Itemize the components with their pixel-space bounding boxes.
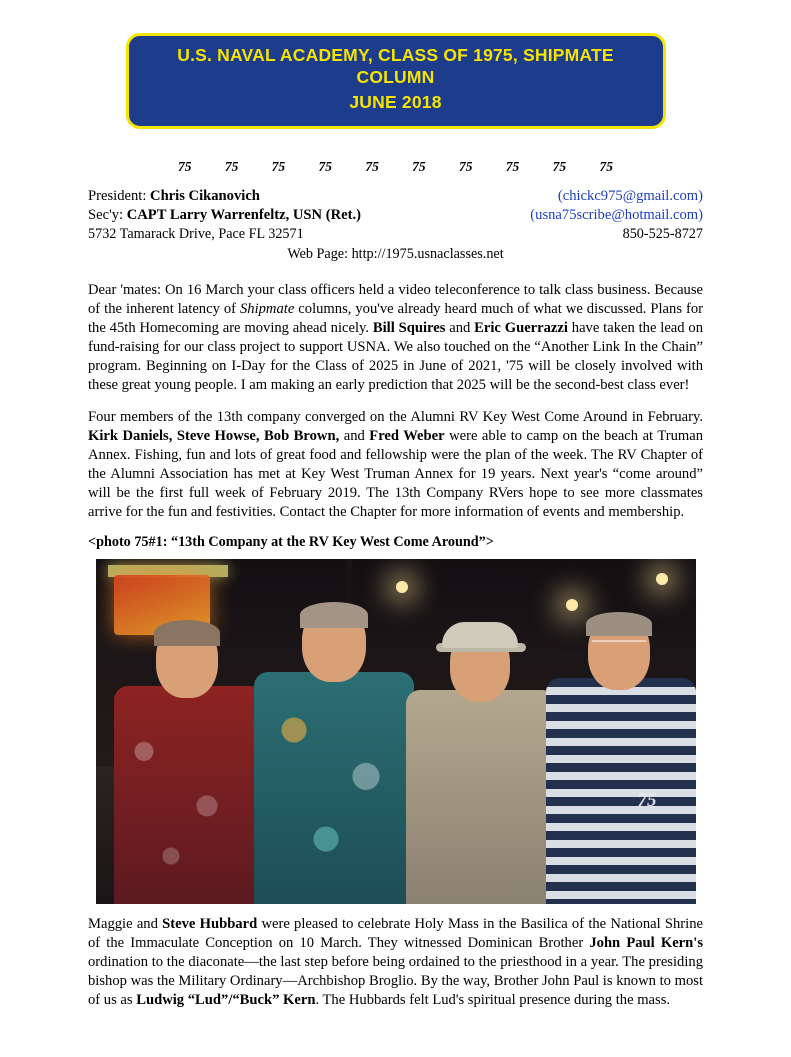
secretary-name: CAPT Larry Warrenfeltz, USN (Ret.) (126, 206, 361, 223)
divider-mark: 75 (178, 159, 192, 174)
person-shirt (406, 690, 556, 904)
phone-number: 850-525-8727 (622, 225, 703, 242)
person-second (254, 586, 414, 904)
class-year-divider (88, 159, 703, 175)
p2-part-a: Four members of the 13th company converged on the Alumni RV Key West Come Around in February. (88, 408, 703, 425)
closing-part-b: were pleased to celebrate Holy Mass in the Basilica of the National Shrine of the Immaculate Conception on 10 March. They witnessed Dominican Brother (88, 916, 703, 952)
divider-mark: 75 (412, 159, 426, 174)
divider-mark: 75 (365, 159, 379, 174)
divider-mark: 75 (599, 159, 613, 174)
p1-italic-shipmate: Shipmate (239, 300, 295, 317)
p2-bold-fred-weber: Fred Weber (369, 427, 445, 444)
president-name: Chris Cikanovich (150, 188, 260, 204)
divider-mark: 75 (318, 159, 332, 174)
president-name-group (88, 187, 260, 206)
masthead-banner (126, 33, 666, 129)
address-row (88, 225, 703, 243)
paragraph-2 (88, 408, 703, 522)
shirt-number-75: 75 (637, 790, 657, 812)
person-third (406, 604, 556, 904)
divider-mark: 75 (224, 159, 239, 174)
photo-tag: <photo 75#1: “13th Company at the RV Key West Come Around”> (88, 534, 494, 551)
glasses-icon (592, 640, 646, 652)
president-label: President: (88, 188, 147, 204)
divider-mark: 75 (271, 159, 286, 174)
p2-bold-names: Kirk Daniels, Steve Howse, Bob Brown, (88, 427, 340, 444)
closing-bold-steve-hubbard: Steve Hubbard (162, 916, 258, 933)
p1-part-d: have taken the lead on fund-raising for our class project to support USNA. We also touched on the “Another Link In the Chain” program. Beginning on I-Day for the Class of 2025 in June of 2021, '75 will be closely involved with these great young people. I am making an early prediction that 2025 will be the second-best class ever! (88, 319, 704, 393)
secretary-label: Sec'y: (88, 206, 124, 223)
masthead-banner-container (88, 33, 703, 129)
column-body (88, 281, 703, 522)
closing-part-d: . The Hubbards felt Lud's spiritual presence during the mass. (315, 992, 671, 1009)
webpage-line[interactable]: Web Page: http://1975.usnaclasses.net (287, 246, 504, 263)
president-row (88, 187, 703, 206)
person-right (546, 592, 696, 904)
person-left (114, 604, 264, 904)
person-hair (586, 612, 652, 636)
secretary-email[interactable]: (usna75scribe@hotmail.com) (530, 206, 703, 223)
banner-title-line2: JUNE 2018 (349, 91, 442, 112)
closing-bold-john-paul-kern: John Paul Kern's (589, 935, 703, 952)
secretary-row (88, 206, 703, 225)
p2-part-c: were able to camp on the beach at Truman Annex. Fishing, fun and lots of great food and fellowship were the plan of the week. The RV Chapter of the Alumni Association has met at Key West Truman Annex for 19 years. Next year's “come around” will be the first full week of February 2019. The 13th Company RVers hope to see more classmates arrive for the fun and festivities. Contact the Chapter for more information of events and membership. (88, 427, 704, 520)
person-shirt (114, 686, 264, 904)
secretary-name-group (88, 206, 361, 225)
president-email[interactable]: (chickc975@gmail.com) (557, 188, 703, 204)
photo-container (88, 559, 703, 904)
p2-part-b: and (339, 427, 370, 444)
banner-title-line1: U.S. NAVAL ACADEMY, CLASS OF 1975, SHIPMATE COLUMN (177, 45, 614, 87)
officer-contact-block (88, 187, 703, 264)
document-page (0, 33, 791, 1057)
group-photo (96, 559, 696, 904)
baseball-cap (442, 622, 518, 648)
closing-bold-ludwig-kern: Ludwig “Lud”/“Buck” Kern (136, 992, 316, 1009)
p1-bold-bill-squires: Bill Squires (372, 319, 446, 336)
mailing-address: 5732 Tamarack Drive, Pace FL 32571 (88, 225, 304, 242)
person-shirt (254, 672, 414, 904)
closing-part-a: Maggie and (88, 916, 163, 933)
divider-mark: 75 (552, 159, 567, 174)
person-hair (300, 602, 368, 628)
person-hair (154, 620, 220, 646)
p1-part-a: Dear 'mates: On 16 March your class officers held a video teleconference to talk class business. Because of the inherent latency of (88, 281, 703, 317)
string-light (656, 573, 668, 585)
closing-part-c: ordination to the diaconate—the last step before being ordained to the priesthood in a year. The presiding bishop was the Military Ordinary—Archbishop Broglio. By the way, Brother John Paul is known to most of us as (88, 954, 703, 1009)
paragraph-1 (88, 281, 703, 395)
divider-mark: 75 (458, 159, 473, 174)
p1-bold-eric-guerrazzi: Eric Guerrazzi (474, 319, 568, 336)
divider-mark: 75 (505, 159, 520, 174)
person-shirt (546, 678, 696, 904)
p1-part-b: columns, you've already heard much of what we discussed. Plans for the 45th Homecoming are moving ahead nicely. (88, 300, 703, 336)
p1-part-c: and (445, 319, 475, 336)
closing-paragraph (88, 915, 703, 1010)
